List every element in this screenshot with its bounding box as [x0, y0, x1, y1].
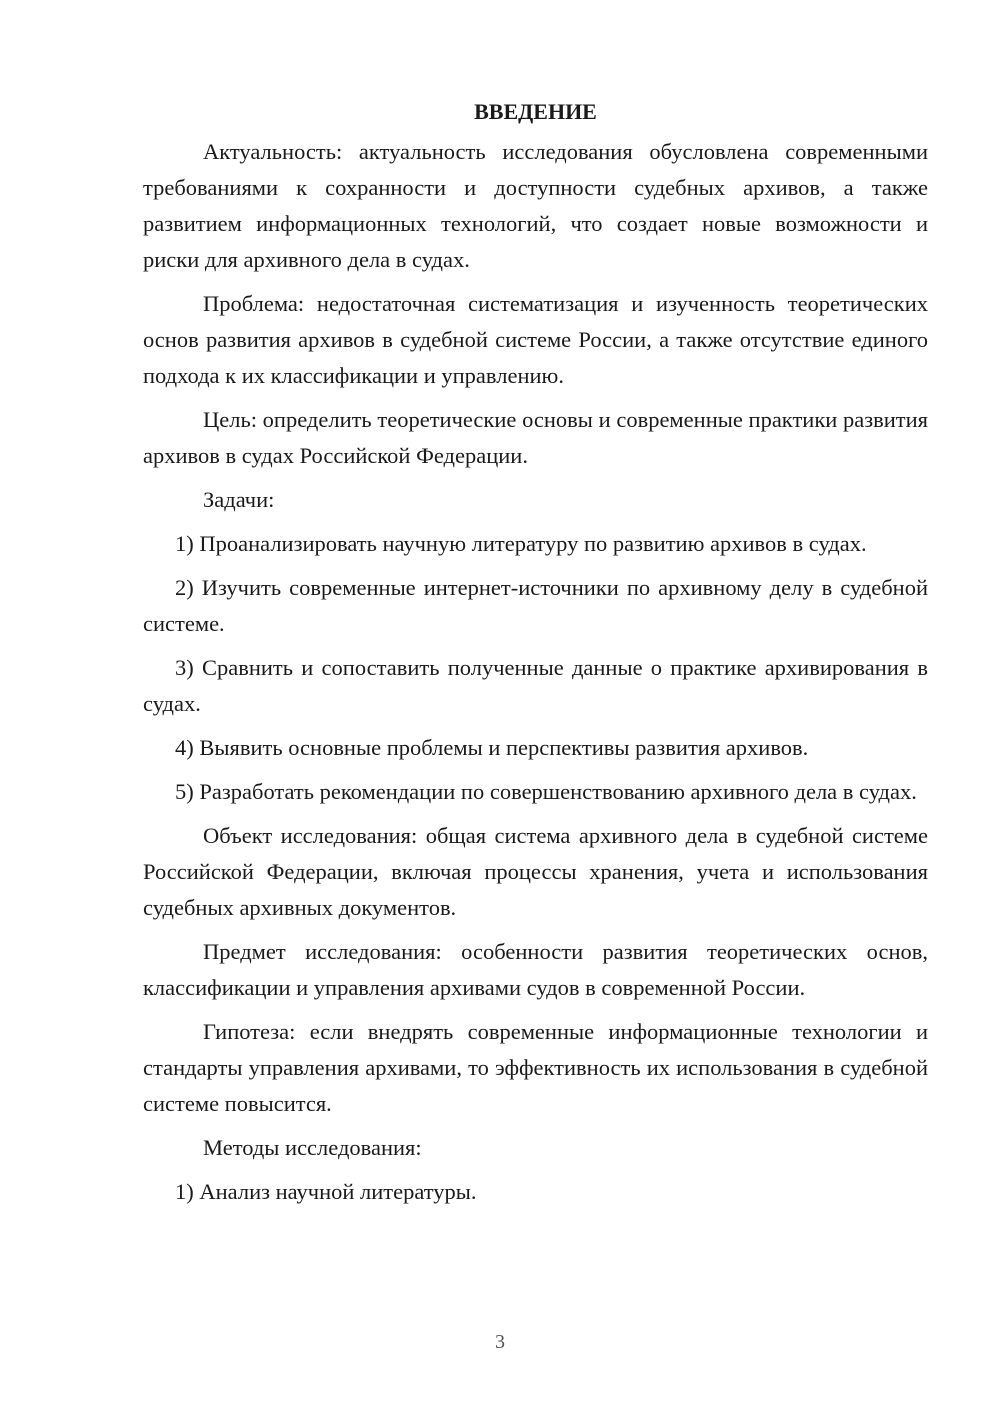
task-item: 3) Сравнить и сопоставить полученные данные о практике архивирования в судах. [143, 655, 928, 716]
object-paragraph: Объект исследования: общая система архивного дела в судебной системе Российской Федерации, включая процессы хранения, учета и использования судебных архивных документов. [143, 823, 928, 920]
task-item: 2) Изучить современные интернет-источники по архивному делу в судебной системе. [143, 575, 928, 636]
subject-paragraph: Предмет исследования: особенности развития теоретических основ, классификации и управления архивами судов в современной России. [143, 939, 928, 1000]
task-item: 1) Проанализировать научную литературу по развитию архивов в судах. [175, 531, 867, 556]
task-item: 4) Выявить основные проблемы и перспективы развития архивов. [175, 735, 809, 760]
goal-paragraph: Цель: определить теоретические основы и современные практики развития архивов в судах Российской Федерации. [143, 407, 928, 468]
page-number: 3 [495, 1331, 505, 1353]
page-content [143, 94, 928, 1210]
methods-heading: Методы исследования: [203, 1135, 422, 1160]
method-item: 1) Анализ научной литературы. [175, 1179, 477, 1204]
hypothesis-paragraph: Гипотеза: если внедрять современные информационные технологии и стандарты управления архивами, то эффективность их использования в судебной системе повысится. [143, 1019, 928, 1116]
page-title: ВВЕДЕНИЕ [474, 99, 597, 124]
task-item: 5) Разработать рекомендации по совершенствованию архивного дела в судах. [175, 779, 917, 804]
relevance-paragraph: Актуальность: актуальность исследования обусловлена современными требованиями к сохранности и доступности судебных архивов, а также развитием информационных технологий, что создает новые возможности и риски для архивного дела в судах. [143, 139, 928, 272]
tasks-heading: Задачи: [203, 487, 275, 512]
problem-paragraph: Проблема: недостаточная систематизация и изученность теоретических основ развития архивов в судебной системе России, а также отсутствие единого подхода к их классификации и управлению. [143, 291, 928, 388]
